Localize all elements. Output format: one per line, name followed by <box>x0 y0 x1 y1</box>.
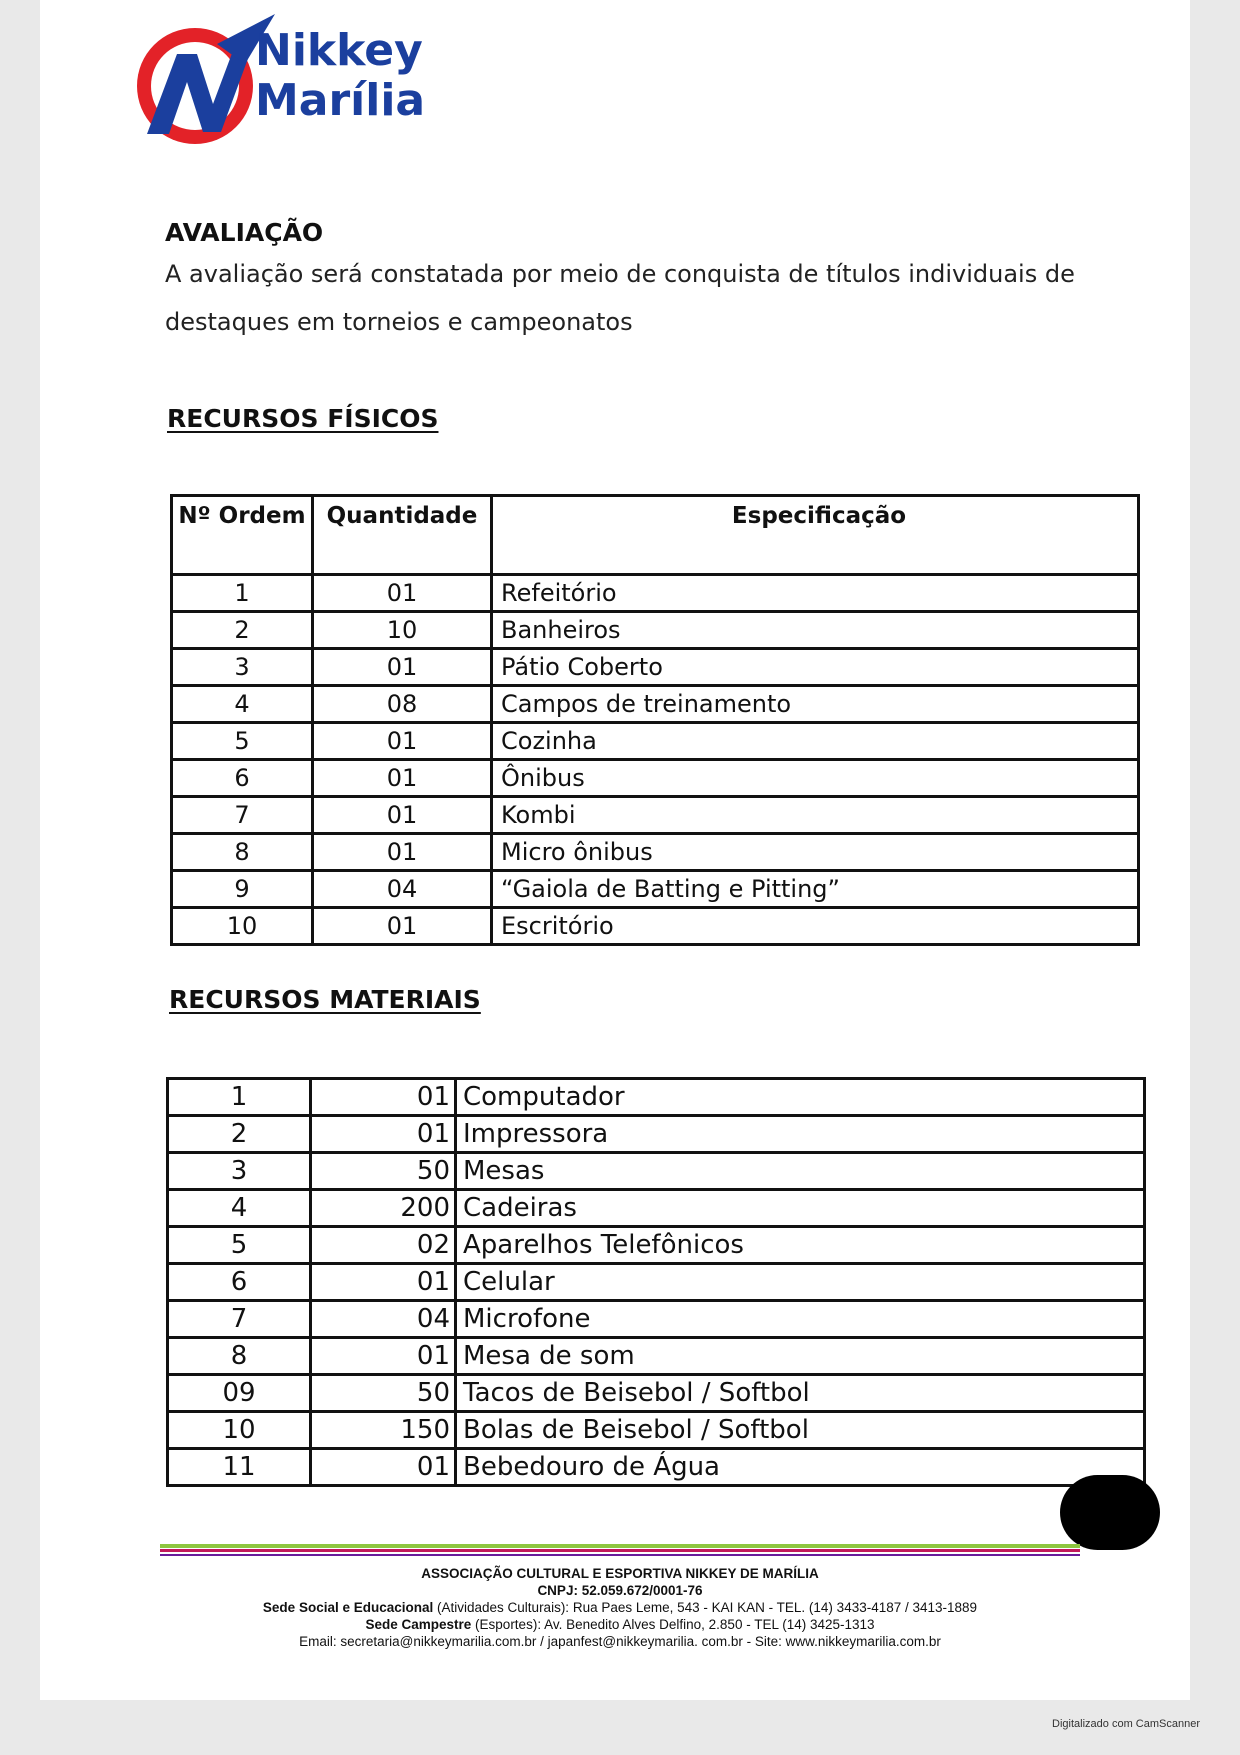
cell-ordem: 09 <box>168 1375 311 1412</box>
cell-ordem: 2 <box>168 1116 311 1153</box>
table-row <box>168 1079 1145 1116</box>
col-header-quantidade: Quantidade <box>313 496 492 575</box>
cell-ordem: 11 <box>168 1449 311 1486</box>
cell-quantidade: 01 <box>313 797 492 834</box>
cell-especificacao: Pátio Coberto <box>492 649 1139 686</box>
cell-ordem: 4 <box>168 1190 311 1227</box>
cell-quantidade: 01 <box>311 1264 456 1301</box>
avaliacao-title: AVALIAÇÃO <box>165 218 324 247</box>
cell-especificacao: Impressora <box>456 1116 1145 1153</box>
table-row <box>168 1375 1145 1412</box>
table-row <box>172 908 1139 945</box>
cell-ordem: 6 <box>172 760 313 797</box>
cell-ordem: 5 <box>172 723 313 760</box>
cell-quantidade: 01 <box>313 649 492 686</box>
footer-stripe-green <box>160 1544 1080 1548</box>
cell-ordem: 8 <box>168 1338 311 1375</box>
cell-ordem: 8 <box>172 834 313 871</box>
avaliacao-text: A avaliação será constatada por meio de conquista de títulos individuais de destaques em torneios e campeonatos <box>165 260 1075 336</box>
cell-especificacao: Ônibus <box>492 760 1139 797</box>
table-row <box>168 1412 1145 1449</box>
cell-especificacao: Refeitório <box>492 575 1139 612</box>
redaction-mark <box>1060 1475 1160 1550</box>
logo-line-1: Nikkey <box>255 25 423 76</box>
footer-org: ASSOCIAÇÃO CULTURAL E ESPORTIVA NIKKEY DE MARÍLIA <box>421 1566 819 1581</box>
table-row <box>172 612 1139 649</box>
cell-especificacao: Computador <box>456 1079 1145 1116</box>
cell-quantidade: 01 <box>311 1449 456 1486</box>
table-row <box>168 1301 1145 1338</box>
cell-quantidade: 01 <box>311 1338 456 1375</box>
cell-ordem: 7 <box>168 1301 311 1338</box>
table-row <box>168 1338 1145 1375</box>
cell-ordem: 7 <box>172 797 313 834</box>
cell-especificacao: Micro ônibus <box>492 834 1139 871</box>
cell-quantidade: 01 <box>313 760 492 797</box>
table-row <box>168 1116 1145 1153</box>
logo-wordmark <box>255 26 425 126</box>
cell-especificacao: Tacos de Beisebol / Softbol <box>456 1375 1145 1412</box>
footer-sede-campestre-label: Sede Campestre <box>365 1617 472 1632</box>
cell-especificacao: Campos de treinamento <box>492 686 1139 723</box>
cell-ordem: 3 <box>168 1153 311 1190</box>
table-row <box>168 1190 1145 1227</box>
cell-especificacao: Banheiros <box>492 612 1139 649</box>
cell-quantidade: 02 <box>311 1227 456 1264</box>
footer-sede-campestre-text: (Esportes): Av. Benedito Alves Delfino, 2.850 - TEL (14) 3425-1313 <box>475 1617 875 1632</box>
cell-especificacao: Mesa de som <box>456 1338 1145 1375</box>
cell-especificacao: “Gaiola de Batting e Pitting” <box>492 871 1139 908</box>
table-row <box>172 871 1139 908</box>
table-header-row <box>172 496 1139 575</box>
table-row <box>172 760 1139 797</box>
cell-ordem: 1 <box>168 1079 311 1116</box>
cell-especificacao: Cadeiras <box>456 1190 1145 1227</box>
cell-ordem: 10 <box>172 908 313 945</box>
recursos-materiais-table <box>166 1077 1146 1487</box>
cell-quantidade: 50 <box>311 1375 456 1412</box>
footer-contact: Email: secretaria@nikkeymarilia.com.br / japanfest@nikkeymarilia. com.br - Site: www.nikkeymarilia.com.br <box>299 1634 941 1649</box>
table-row <box>168 1227 1145 1264</box>
table-row <box>172 575 1139 612</box>
cell-ordem: 4 <box>172 686 313 723</box>
footer-sede-social-label: Sede Social e Educacional <box>262 1600 434 1615</box>
cell-especificacao: Kombi <box>492 797 1139 834</box>
cell-quantidade: 08 <box>313 686 492 723</box>
cell-ordem: 1 <box>172 575 313 612</box>
cell-ordem: 2 <box>172 612 313 649</box>
table-row <box>168 1264 1145 1301</box>
cell-especificacao: Escritório <box>492 908 1139 945</box>
table-row <box>172 723 1139 760</box>
cell-ordem: 6 <box>168 1264 311 1301</box>
cell-ordem: 9 <box>172 871 313 908</box>
recursos-materiais-title: RECURSOS MATERIAIS <box>169 985 481 1014</box>
footer-stripe-purple <box>160 1554 1080 1556</box>
scanner-note: Digitalizado com CamScanner <box>1052 1718 1200 1730</box>
cell-quantidade: 01 <box>313 723 492 760</box>
table-row <box>168 1153 1145 1190</box>
cell-quantidade: 200 <box>311 1190 456 1227</box>
cell-quantidade: 01 <box>311 1079 456 1116</box>
cell-quantidade: 10 <box>313 612 492 649</box>
table-row <box>168 1449 1145 1486</box>
cell-especificacao: Mesas <box>456 1153 1145 1190</box>
recursos-fisicos-table <box>170 494 1140 946</box>
footer-sede-social-text: (Atividades Culturais): Rua Paes Leme, 543 - KAI KAN - TEL. (14) 3433-4187 / 3413-1889 <box>437 1600 978 1615</box>
recursos-fisicos-title: RECURSOS FÍSICOS <box>167 404 439 433</box>
cell-quantidade: 04 <box>313 871 492 908</box>
cell-especificacao: Bebedouro de Água <box>456 1449 1145 1486</box>
table-row <box>172 797 1139 834</box>
cell-especificacao: Microfone <box>456 1301 1145 1338</box>
cell-especificacao: Aparelhos Telefônicos <box>456 1227 1145 1264</box>
footer-cnpj: CNPJ: 52.059.672/0001-76 <box>537 1583 703 1598</box>
table-row <box>172 686 1139 723</box>
cell-quantidade: 01 <box>311 1116 456 1153</box>
cell-quantidade: 50 <box>311 1153 456 1190</box>
col-header-especificacao: Especificação <box>492 496 1139 575</box>
col-header-ordem: Nº Ordem <box>172 496 313 575</box>
footer-stripe-magenta <box>160 1549 1080 1552</box>
cell-ordem: 10 <box>168 1412 311 1449</box>
cell-quantidade: 01 <box>313 575 492 612</box>
footer-info <box>160 1565 1080 1650</box>
cell-especificacao: Bolas de Beisebol / Softbol <box>456 1412 1145 1449</box>
cell-especificacao: Celular <box>456 1264 1145 1301</box>
table-row <box>172 649 1139 686</box>
cell-quantidade: 04 <box>311 1301 456 1338</box>
cell-especificacao: Cozinha <box>492 723 1139 760</box>
table-row <box>172 834 1139 871</box>
cell-quantidade: 150 <box>311 1412 456 1449</box>
logo-line-2: Marília <box>255 75 426 126</box>
cell-ordem: 5 <box>168 1227 311 1264</box>
cell-quantidade: 01 <box>313 834 492 871</box>
cell-quantidade: 01 <box>313 908 492 945</box>
cell-ordem: 3 <box>172 649 313 686</box>
